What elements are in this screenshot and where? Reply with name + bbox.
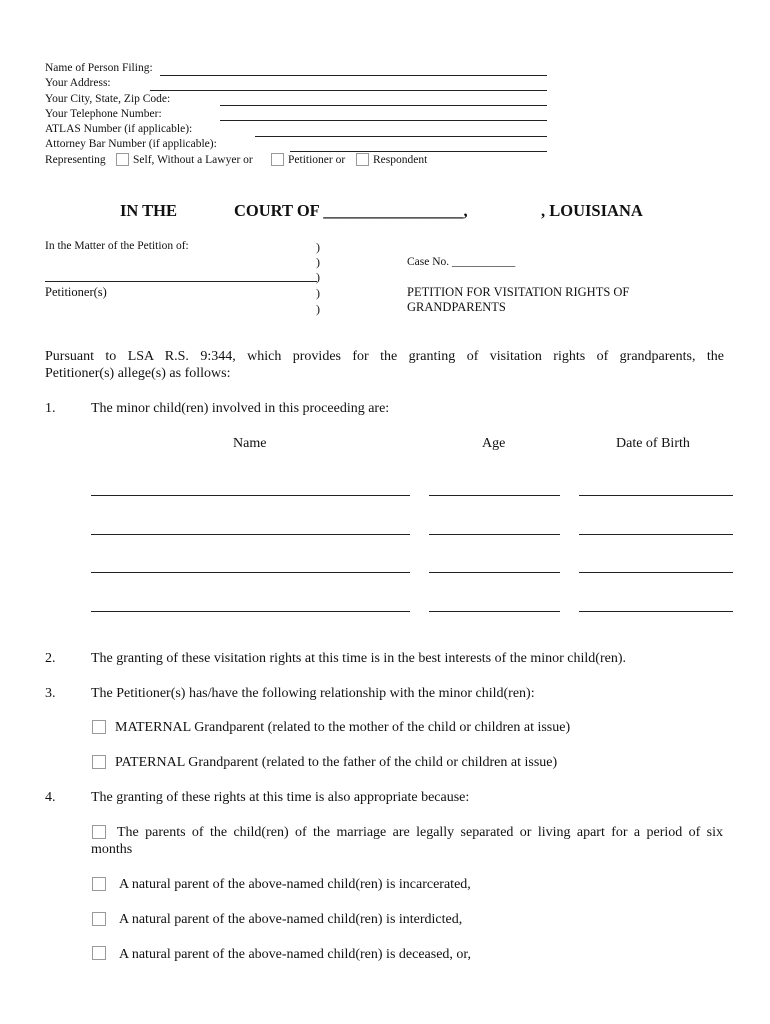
reason-separated-line2: months	[91, 842, 133, 857]
caption-paren: )	[316, 302, 320, 316]
address-line[interactable]	[150, 90, 547, 91]
atlas-number-label: ATLAS Number (if applicable):	[45, 123, 193, 135]
petitioner-name-line[interactable]	[45, 281, 317, 282]
item-3-text: The Petitioner(s) has/have the following relationship with the minor child(ren):	[91, 686, 535, 701]
bar-number-label: Attorney Bar Number (if applicable):	[45, 138, 217, 150]
name-of-person-filing-line[interactable]	[160, 75, 547, 76]
paternal-checkbox[interactable]	[92, 755, 106, 769]
reason-incarcerated-label: A natural parent of the above-named child(ren) is incarcerated,	[119, 877, 471, 892]
paternal-label: PATERNAL Grandparent (related to the father of the child or children at issue)	[115, 755, 558, 770]
petitioner-label: Petitioner or	[288, 154, 346, 166]
child-name-line[interactable]	[91, 534, 410, 535]
item-number: 1.	[45, 401, 56, 416]
caption-paren: )	[316, 240, 320, 254]
caption-paren: )	[316, 286, 320, 300]
reason-deceased-label: A natural parent of the above-named child(ren) is deceased, or,	[119, 947, 472, 962]
child-name-line[interactable]	[91, 611, 410, 612]
petition-title-line1: PETITION FOR VISITATION RIGHTS OF	[407, 285, 630, 299]
petitioner-checkbox[interactable]	[271, 153, 284, 166]
reason-interdicted-label: A natural parent of the above-named child(ren) is interdicted,	[119, 912, 463, 927]
child-age-line[interactable]	[429, 611, 560, 612]
item-1-text: The minor child(ren) involved in this proceeding are:	[91, 401, 390, 416]
self-checkbox[interactable]	[116, 153, 129, 166]
item-number: 4.	[45, 790, 56, 805]
respondent-label: Respondent	[373, 154, 428, 166]
maternal-checkbox[interactable]	[92, 720, 106, 734]
respondent-checkbox[interactable]	[356, 153, 369, 166]
child-name-line[interactable]	[91, 495, 410, 496]
bar-number-line[interactable]	[290, 151, 547, 152]
telephone-line[interactable]	[220, 120, 547, 121]
intro-line2: Petitioner(s) allege(s) as follows:	[45, 366, 231, 381]
atlas-number-line[interactable]	[255, 136, 547, 137]
representing-label: Representing	[45, 154, 106, 166]
children-header-name: Name	[233, 436, 267, 451]
child-dob-line[interactable]	[579, 572, 733, 573]
child-age-line[interactable]	[429, 495, 560, 496]
matter-label: In the Matter of the Petition of:	[45, 240, 189, 252]
child-age-line[interactable]	[429, 572, 560, 573]
caption-paren: )	[316, 255, 320, 269]
petition-title-line2: GRANDPARENTS	[407, 300, 506, 314]
item-number: 3.	[45, 686, 56, 701]
reason-deceased-checkbox[interactable]	[92, 946, 106, 960]
maternal-label: MATERNAL Grandparent (related to the mother of the child or children at issue)	[115, 720, 571, 735]
child-dob-line[interactable]	[579, 534, 733, 535]
children-header-age: Age	[482, 436, 506, 451]
city-state-zip-label: Your City, State, Zip Code:	[45, 93, 171, 105]
item-4-text: The granting of these rights at this time is also appropriate because:	[91, 790, 470, 805]
children-header-dob: Date of Birth	[616, 436, 690, 451]
reason-interdicted-checkbox[interactable]	[92, 912, 106, 926]
self-label: Self, Without a Lawyer or	[133, 154, 253, 166]
reason-incarcerated-checkbox[interactable]	[92, 877, 106, 891]
name-of-person-filing-label: Name of Person Filing:	[45, 62, 153, 74]
court-heading-in-the: IN THE	[120, 201, 178, 220]
court-heading-court-of: COURT OF _________________,	[234, 201, 468, 220]
address-label: Your Address:	[45, 77, 111, 89]
reason-separated-checkbox[interactable]	[92, 825, 106, 839]
child-dob-line[interactable]	[579, 611, 733, 612]
telephone-label: Your Telephone Number:	[45, 108, 162, 120]
intro-line1: Pursuant to LSA R.S. 9:344, which provides for the granting of visitation rights of grandparents, the	[45, 349, 724, 364]
petitioners-label: Petitioner(s)	[45, 285, 107, 299]
case-number: Case No. ___________	[407, 256, 516, 268]
child-dob-line[interactable]	[579, 495, 733, 496]
child-age-line[interactable]	[429, 534, 560, 535]
reason-separated-line1: The parents of the child(ren) of the marriage are legally separated or living apart for a period of six	[117, 825, 723, 840]
item-2-text: The granting of these visitation rights at this time is in the best interests of the minor child(ren).	[91, 651, 627, 666]
caption-paren: )	[316, 270, 320, 284]
child-name-line[interactable]	[91, 572, 410, 573]
city-state-zip-line[interactable]	[220, 105, 547, 106]
item-number: 2.	[45, 651, 56, 666]
court-heading-louisiana: , LOUISIANA	[541, 201, 643, 220]
